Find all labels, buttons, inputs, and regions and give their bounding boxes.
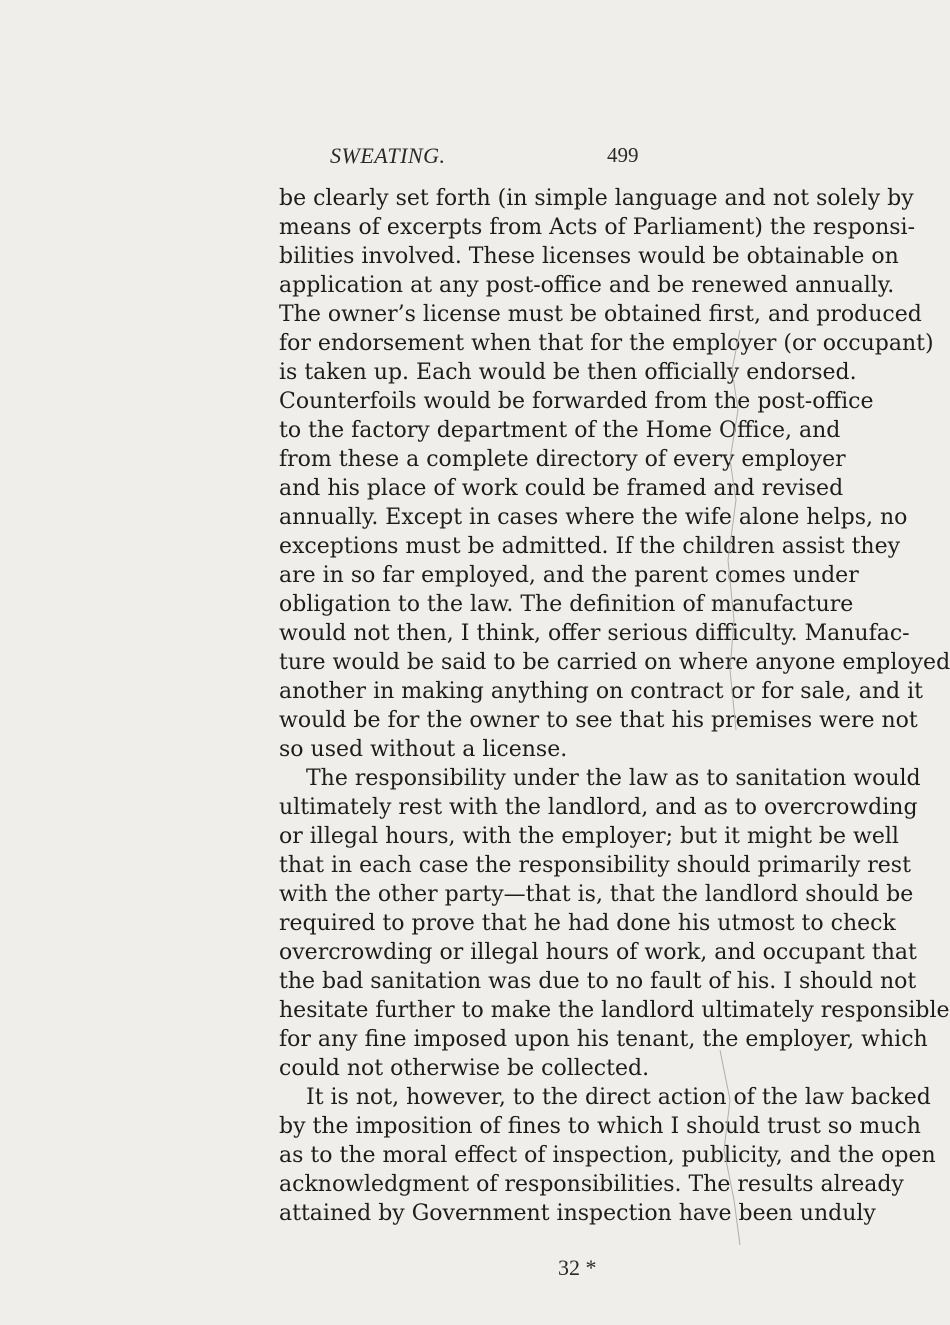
text-line: the bad sanitation was due to no fault of his. I should not xyxy=(279,969,917,994)
text-line: as to the moral effect of inspection, publicity, and the open xyxy=(279,1143,936,1168)
text-line: Counterfoils would be forwarded from the post-office xyxy=(279,389,874,414)
signature-mark: 32 * xyxy=(558,1255,597,1280)
text-line: bilities involved. These licenses would be obtainable on xyxy=(279,244,899,269)
text-line: annually. Except in cases where the wife alone helps, no xyxy=(279,505,908,530)
text-line: would not then, I think, offer serious difficulty. Manufac- xyxy=(279,621,910,646)
text-line: application at any post-office and be renewed annually. xyxy=(279,273,895,298)
text-line: for endorsement when that for the employer (or occupant) xyxy=(279,331,934,356)
text-line: required to prove that he had done his utmost to check xyxy=(279,911,896,936)
text-line: exceptions must be admitted. If the children assist they xyxy=(279,534,901,559)
text-line: so used without a license. xyxy=(279,737,568,762)
running-head xyxy=(0,143,800,173)
text-line: is taken up. Each would be then officially endorsed. xyxy=(279,360,857,385)
text-line: could not otherwise be collected. xyxy=(279,1056,650,1081)
text-line: It is not, however, to the direct action of the law backed xyxy=(306,1085,931,1110)
text-line: from these a complete directory of every employer xyxy=(279,447,846,472)
text-line: be clearly set forth (in simple language and not solely by xyxy=(279,186,914,211)
text-line: to the factory department of the Home Office, and xyxy=(279,418,841,443)
text-line: that in each case the responsibility should primarily rest xyxy=(279,853,911,878)
text-line: overcrowding or illegal hours of work, and occupant that xyxy=(279,940,917,965)
text-line: are in so far employed, and the parent comes under xyxy=(279,563,859,588)
running-title: SWEATING. xyxy=(330,143,446,168)
text-line: would be for the owner to see that his premises were not xyxy=(279,708,918,733)
text-line: The responsibility under the law as to sanitation would xyxy=(306,766,921,791)
text-line: with the other party—that is, that the landlord should be xyxy=(279,882,914,907)
text-line: ture would be said to be carried on where anyone employed xyxy=(279,650,950,675)
text-line: ultimately rest with the landlord, and as to overcrowding xyxy=(279,795,918,820)
text-line: obligation to the law. The definition of manufacture xyxy=(279,592,854,617)
text-line: hesitate further to make the landlord ultimately responsible xyxy=(279,998,950,1023)
text-line: and his place of work could be framed and revised xyxy=(279,476,844,501)
text-line: acknowledgment of responsibilities. The results already xyxy=(279,1172,904,1197)
text-line: attained by Government inspection have been unduly xyxy=(279,1201,876,1226)
text-line: another in making anything on contract or for sale, and it xyxy=(279,679,923,704)
text-line: or illegal hours, with the employer; but it might be well xyxy=(279,824,899,849)
text-line: means of excerpts from Acts of Parliament) the responsi- xyxy=(279,215,916,240)
margin-pencil-mark xyxy=(700,330,760,750)
page-number: 499 xyxy=(607,143,639,167)
text-line: The owner’s license must be obtained first, and produced xyxy=(279,302,922,327)
margin-pencil-mark xyxy=(700,1050,760,1250)
text-line: by the imposition of fines to which I should trust so much xyxy=(279,1114,921,1139)
text-line: for any fine imposed upon his tenant, the employer, which xyxy=(279,1027,928,1052)
